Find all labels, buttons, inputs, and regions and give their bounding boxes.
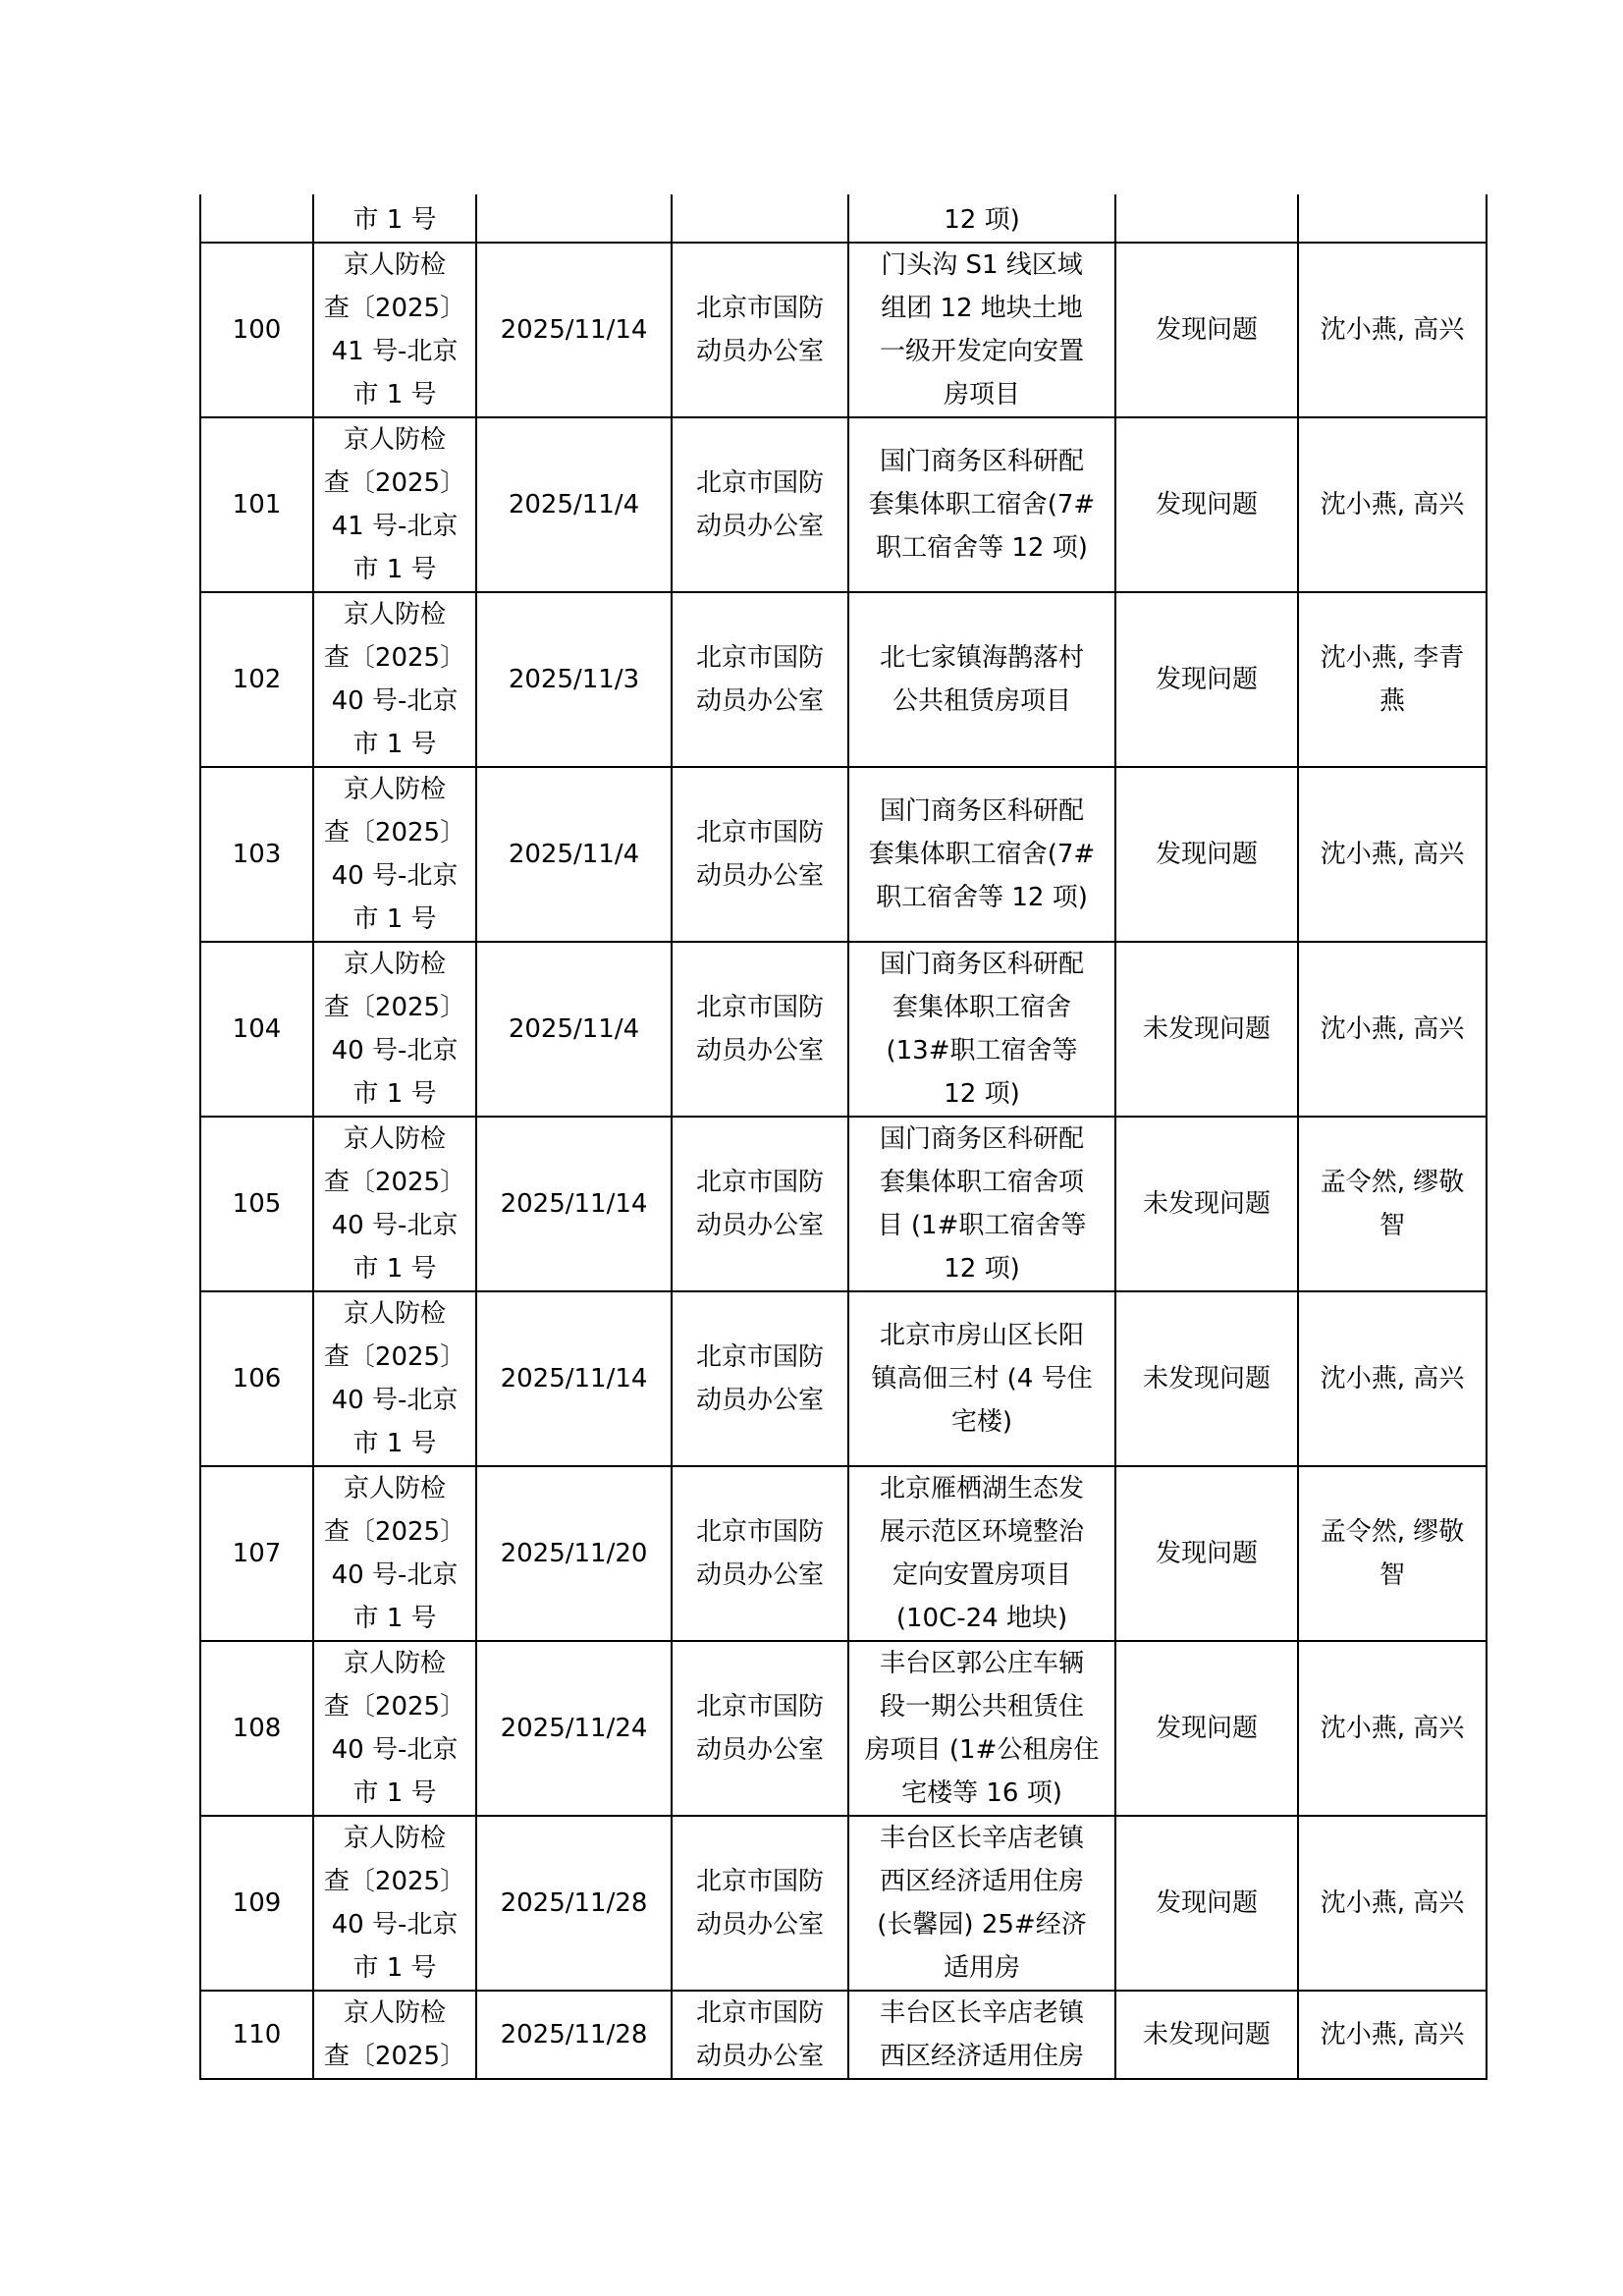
cell-result: 未发现问题 xyxy=(1115,1291,1298,1466)
cell-date: 2025/11/14 xyxy=(476,243,672,417)
table-row xyxy=(200,767,1487,942)
cell-inspectors: 孟令然, 缪敬 智 xyxy=(1298,1117,1487,1291)
cell-doc-number: 京人防检 查〔2025〕 40 号-北京 市 1 号 xyxy=(313,1117,476,1291)
cell-date xyxy=(476,194,672,243)
table-row xyxy=(200,1816,1487,1991)
table-row xyxy=(200,1641,1487,1816)
table-row xyxy=(200,194,1487,243)
cell-inspectors: 沈小燕, 李青 燕 xyxy=(1298,592,1487,767)
cell-doc-number: 市 1 号 xyxy=(313,194,476,243)
cell-project: 门头沟 S1 线区域 组团 12 地块土地 一级开发定向安置 房项目 xyxy=(848,243,1115,417)
table-row xyxy=(200,1991,1487,2079)
cell-date: 2025/11/24 xyxy=(476,1641,672,1816)
cell-project: 国门商务区科研配 套集体职工宿舍(7# 职工宿舍等 12 项) xyxy=(848,767,1115,942)
cell-date: 2025/11/14 xyxy=(476,1117,672,1291)
cell-doc-number: 京人防检 查〔2025〕 40 号-北京 市 1 号 xyxy=(313,592,476,767)
cell-no: 104 xyxy=(200,942,313,1117)
table-row xyxy=(200,1291,1487,1466)
cell-doc-number: 京人防检 查〔2025〕 41 号-北京 市 1 号 xyxy=(313,243,476,417)
cell-inspectors: 孟令然, 缪敬 智 xyxy=(1298,1466,1487,1641)
cell-no: 101 xyxy=(200,417,313,592)
cell-no: 106 xyxy=(200,1291,313,1466)
cell-office: 北京市国防 动员办公室 xyxy=(672,767,848,942)
cell-no: 108 xyxy=(200,1641,313,1816)
cell-doc-number: 京人防检 查〔2025〕 xyxy=(313,1991,476,2079)
cell-office: 北京市国防 动员办公室 xyxy=(672,1816,848,1991)
cell-result: 发现问题 xyxy=(1115,1816,1298,1991)
cell-inspectors: 沈小燕, 高兴 xyxy=(1298,1991,1487,2079)
cell-no: 105 xyxy=(200,1117,313,1291)
cell-result xyxy=(1115,194,1298,243)
cell-doc-number: 京人防检 查〔2025〕 40 号-北京 市 1 号 xyxy=(313,1641,476,1816)
cell-inspectors: 沈小燕, 高兴 xyxy=(1298,1816,1487,1991)
cell-doc-number: 京人防检 查〔2025〕 41 号-北京 市 1 号 xyxy=(313,417,476,592)
cell-project: 丰台区长辛店老镇 西区经济适用住房 xyxy=(848,1991,1115,2079)
cell-no: 103 xyxy=(200,767,313,942)
cell-result: 未发现问题 xyxy=(1115,1991,1298,2079)
cell-date: 2025/11/3 xyxy=(476,592,672,767)
table-row xyxy=(200,1117,1487,1291)
cell-result: 发现问题 xyxy=(1115,1641,1298,1816)
table-row xyxy=(200,592,1487,767)
cell-inspectors: 沈小燕, 高兴 xyxy=(1298,942,1487,1117)
cell-no xyxy=(200,194,313,243)
cell-office: 北京市国防 动员办公室 xyxy=(672,1991,848,2079)
cell-project: 国门商务区科研配 套集体职工宿舍(7# 职工宿舍等 12 项) xyxy=(848,417,1115,592)
cell-result: 未发现问题 xyxy=(1115,1117,1298,1291)
cell-result: 发现问题 xyxy=(1115,243,1298,417)
cell-date: 2025/11/28 xyxy=(476,1991,672,2079)
cell-date: 2025/11/4 xyxy=(476,417,672,592)
cell-office xyxy=(672,194,848,243)
table-row xyxy=(200,1466,1487,1641)
cell-office: 北京市国防 动员办公室 xyxy=(672,243,848,417)
cell-project: 北京市房山区长阳 镇高佃三村 (4 号住 宅楼) xyxy=(848,1291,1115,1466)
cell-result: 未发现问题 xyxy=(1115,942,1298,1117)
table-row xyxy=(200,243,1487,417)
cell-project: 国门商务区科研配 套集体职工宿舍项 目 (1#职工宿舍等 12 项) xyxy=(848,1117,1115,1291)
cell-doc-number: 京人防检 查〔2025〕 40 号-北京 市 1 号 xyxy=(313,767,476,942)
table-row xyxy=(200,417,1487,592)
cell-project: 丰台区长辛店老镇 西区经济适用住房 (长馨园) 25#经济 适用房 xyxy=(848,1816,1115,1991)
cell-office: 北京市国防 动员办公室 xyxy=(672,1291,848,1466)
inspection-records-table xyxy=(199,194,1488,2080)
cell-doc-number: 京人防检 查〔2025〕 40 号-北京 市 1 号 xyxy=(313,1291,476,1466)
cell-result: 发现问题 xyxy=(1115,417,1298,592)
cell-date: 2025/11/14 xyxy=(476,1291,672,1466)
cell-result: 发现问题 xyxy=(1115,592,1298,767)
cell-office: 北京市国防 动员办公室 xyxy=(672,1117,848,1291)
cell-office: 北京市国防 动员办公室 xyxy=(672,1641,848,1816)
cell-inspectors: 沈小燕, 高兴 xyxy=(1298,1291,1487,1466)
cell-office: 北京市国防 动员办公室 xyxy=(672,942,848,1117)
cell-project: 12 项) xyxy=(848,194,1115,243)
cell-date: 2025/11/28 xyxy=(476,1816,672,1991)
cell-project: 北京雁栖湖生态发 展示范区环境整治 定向安置房项目 (10C-24 地块) xyxy=(848,1466,1115,1641)
cell-doc-number: 京人防检 查〔2025〕 40 号-北京 市 1 号 xyxy=(313,942,476,1117)
cell-date: 2025/11/4 xyxy=(476,767,672,942)
cell-inspectors: 沈小燕, 高兴 xyxy=(1298,767,1487,942)
cell-doc-number: 京人防检 查〔2025〕 40 号-北京 市 1 号 xyxy=(313,1466,476,1641)
cell-project: 国门商务区科研配 套集体职工宿舍 (13#职工宿舍等 12 项) xyxy=(848,942,1115,1117)
cell-project: 北七家镇海鹊落村 公共租赁房项目 xyxy=(848,592,1115,767)
cell-inspectors: 沈小燕, 高兴 xyxy=(1298,243,1487,417)
cell-office: 北京市国防 动员办公室 xyxy=(672,417,848,592)
cell-no: 100 xyxy=(200,243,313,417)
table-row xyxy=(200,942,1487,1117)
cell-office: 北京市国防 动员办公室 xyxy=(672,592,848,767)
cell-no: 109 xyxy=(200,1816,313,1991)
cell-date: 2025/11/4 xyxy=(476,942,672,1117)
cell-doc-number: 京人防检 查〔2025〕 40 号-北京 市 1 号 xyxy=(313,1816,476,1991)
cell-inspectors xyxy=(1298,194,1487,243)
cell-office: 北京市国防 动员办公室 xyxy=(672,1466,848,1641)
cell-inspectors: 沈小燕, 高兴 xyxy=(1298,417,1487,592)
cell-no: 110 xyxy=(200,1991,313,2079)
cell-project: 丰台区郭公庄车辆 段一期公共租赁住 房项目 (1#公租房住 宅楼等 16 项) xyxy=(848,1641,1115,1816)
cell-inspectors: 沈小燕, 高兴 xyxy=(1298,1641,1487,1816)
cell-result: 发现问题 xyxy=(1115,1466,1298,1641)
cell-date: 2025/11/20 xyxy=(476,1466,672,1641)
cell-result: 发现问题 xyxy=(1115,767,1298,942)
cell-no: 102 xyxy=(200,592,313,767)
cell-no: 107 xyxy=(200,1466,313,1641)
